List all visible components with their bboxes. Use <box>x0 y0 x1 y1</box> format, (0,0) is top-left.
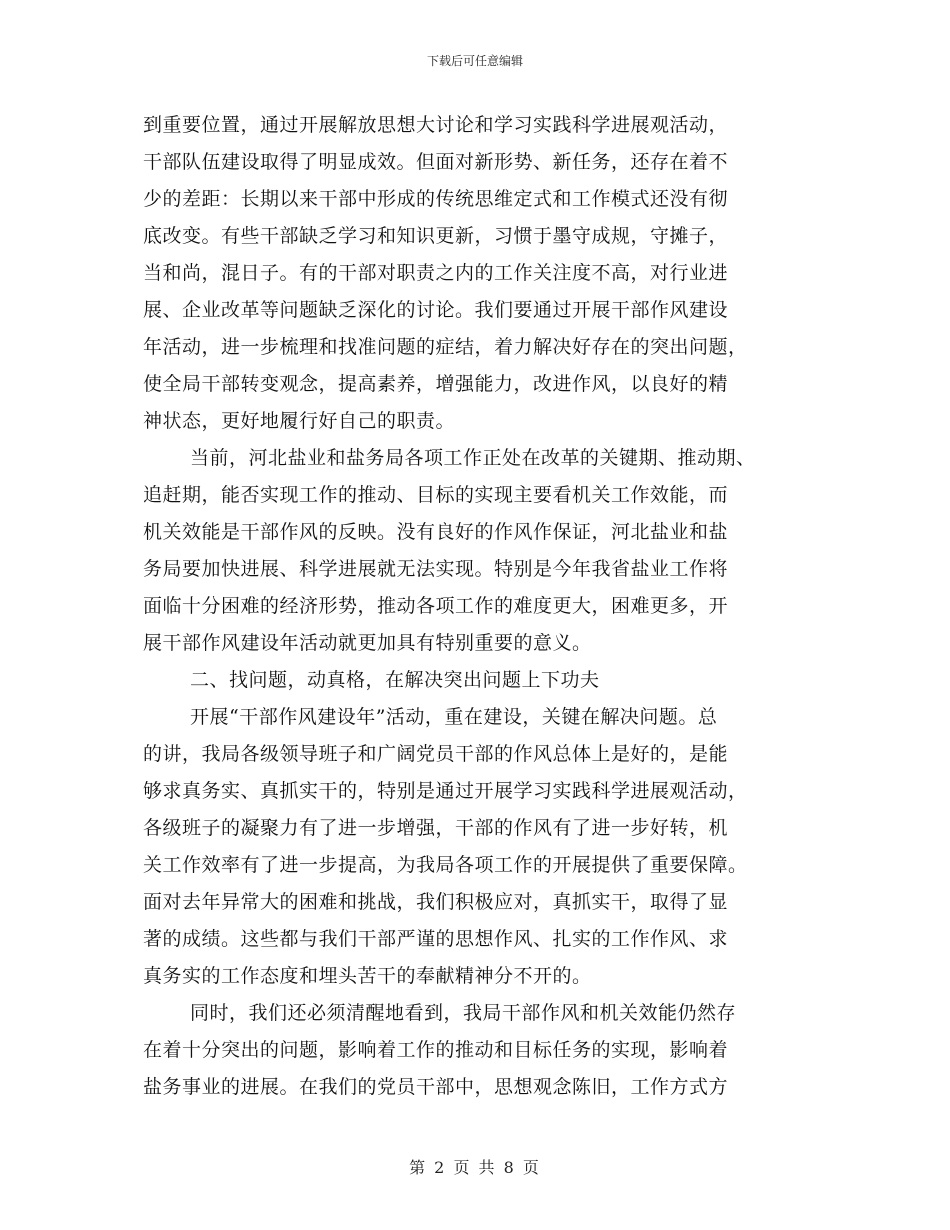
text-line: 各级班子的凝聚力有了进一步增强，干部的作风有了进一步好转，机 <box>143 817 729 839</box>
text-line: 真务实的工作态度和埋头苦干的奉献精神分不开的。 <box>143 965 592 987</box>
text-line: 务局要加快进展、科学进展就无法实现。特别是今年我省盐业工作将 <box>143 558 729 580</box>
page-header: 下载后可任意编辑 <box>426 54 523 68</box>
text-line: 展、企业改革等问题缺乏深化的讨论。我们要通过开展干部作风建设 <box>143 299 729 321</box>
text-line: 关工作效率有了进一步提高，为我局各项工作的开展提供了重要保障。 <box>143 854 748 876</box>
text-line: 神状态，更好地履行好自己的职责。 <box>143 410 456 432</box>
section-heading: 二、找问题，动真格，在解决突出问题上下功夫 <box>190 669 600 691</box>
text-line: 当和尚，混日子。有的干部对职责之内的工作关注度不高，对行业进 <box>143 262 729 284</box>
text-line: 使全局干部转变观念，提高素养，增强能力，改进作风，以良好的精 <box>143 373 729 395</box>
text-line: 底改变。有些干部缺乏学习和知识更新，习惯于墨守成规，守摊子， <box>143 225 729 247</box>
text-line: 年活动，进一步梳理和找准问题的症结，着力解决好存在的突出问题， <box>143 336 748 358</box>
text-line: 少的差距：长期以来干部中形成的传统思维定式和工作模式还没有彻 <box>143 188 729 210</box>
text-line: 机关效能是干部作风的反映。没有良好的作风作保证，河北盐业和盐 <box>143 521 729 543</box>
text-line: 追赶期，能否实现工作的推动、目标的实现主要看机关工作效能，而 <box>143 484 729 506</box>
text-line: 展干部作风建设年活动就更加具有特别重要的意义。 <box>143 632 592 654</box>
text-line: 著的成绩。这些都与我们干部严谨的思想作风、扎实的工作作风、求 <box>143 928 729 950</box>
text-line: 盐务事业的进展。在我们的党员干部中，思想观念陈旧，工作方式方 <box>143 1076 729 1098</box>
paragraph-start-line: 开展“干部作风建设年”活动，重在建设，关键在解决问题。总 <box>190 706 718 728</box>
paragraph-start-line: 同时，我们还必须清醒地看到，我局干部作风和机关效能仍然存 <box>190 1002 737 1024</box>
page-footer: 第 2 页 共 8 页 <box>409 1158 541 1177</box>
text-line: 在着十分突出的问题，影响着工作的推动和目标任务的实现，影响着 <box>143 1039 729 1061</box>
text-line: 干部队伍建设取得了明显成效。但面对新形势、新任务，还存在着不 <box>143 151 729 173</box>
text-line: 到重要位置，通过开展解放思想大讨论和学习实践科学进展观活动， <box>143 114 729 136</box>
text-line: 面临十分困难的经济形势，推动各项工作的难度更大，困难更多，开 <box>143 595 729 617</box>
text-line: 的讲，我局各级领导班子和广阔党员干部的作风总体上是好的，是能 <box>143 743 729 765</box>
paragraph-start-line: 当前，河北盐业和盐务局各项工作正处在改革的关键期、推动期、 <box>190 447 756 469</box>
text-line: 够求真务实、真抓实干的，特别是通过开展学习实践科学进展观活动， <box>143 780 748 802</box>
text-line: 面对去年异常大的困难和挑战，我们积极应对，真抓实干，取得了显 <box>143 891 729 913</box>
